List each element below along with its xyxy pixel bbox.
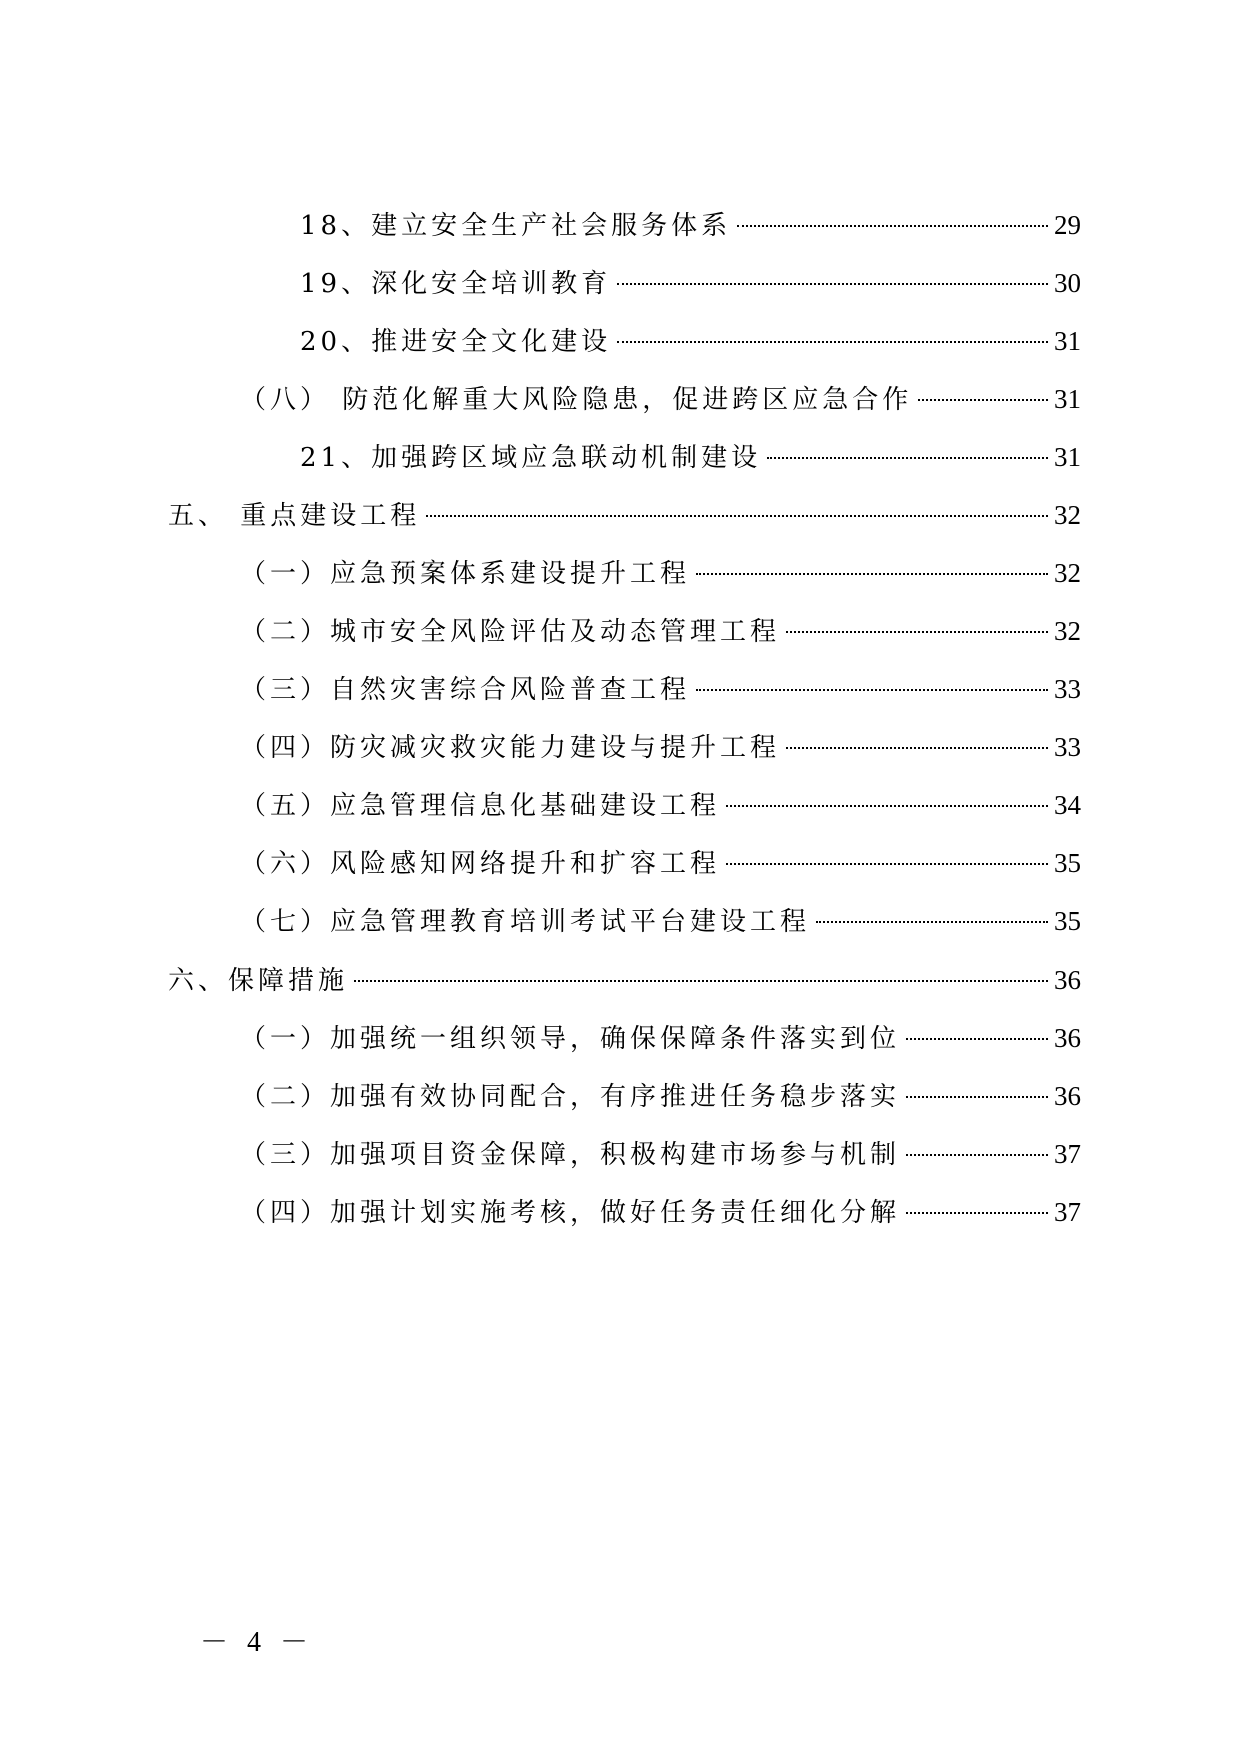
toc-entry[interactable]	[300, 263, 1081, 303]
dot-leader	[906, 1096, 1048, 1098]
toc-entry-label: 18、建立安全生产社会服务体系	[300, 211, 732, 241]
toc-entry[interactable]	[240, 785, 1081, 825]
toc-entry[interactable]	[168, 960, 1081, 1000]
dot-leader	[816, 921, 1048, 923]
dot-leader	[737, 225, 1048, 227]
toc-entry-label: 21、加强跨区域应急联动机制建设	[300, 443, 762, 473]
toc-entry-page: 32	[1054, 500, 1081, 530]
toc-entry-label: （二）城市安全风险评估及动态管理工程	[240, 617, 781, 647]
toc-entry-page: 35	[1054, 848, 1081, 878]
toc-entry-page: 36	[1054, 1023, 1081, 1053]
dot-leader	[906, 1038, 1048, 1040]
dot-leader	[786, 747, 1048, 749]
dot-leader	[696, 689, 1048, 691]
dot-leader	[906, 1212, 1048, 1214]
toc-entry-label: （三）加强项目资金保障，积极构建市场参与机制	[240, 1140, 901, 1170]
dot-leader	[906, 1154, 1048, 1156]
toc-entry-page: 31	[1054, 384, 1081, 414]
dot-leader	[617, 341, 1048, 343]
toc-entry[interactable]	[240, 611, 1081, 651]
toc-entry[interactable]	[240, 379, 1081, 419]
toc-entry[interactable]	[168, 495, 1081, 535]
toc-entry[interactable]	[240, 727, 1081, 767]
toc-entry[interactable]	[240, 1192, 1081, 1232]
toc-entry[interactable]	[240, 1134, 1081, 1174]
toc-entry-page: 34	[1054, 790, 1081, 820]
toc-entry-label: （八） 防范化解重大风险隐患，促进跨区应急合作	[240, 385, 913, 415]
dot-leader	[786, 631, 1048, 633]
toc-entry-label: （二）加强有效协同配合，有序推进任务稳步落实	[240, 1082, 901, 1112]
toc-entry-page: 31	[1054, 326, 1081, 356]
page-number: － 4 －	[200, 1627, 315, 1658]
toc-entry[interactable]	[300, 437, 1081, 477]
toc-entry-page: 37	[1054, 1139, 1081, 1169]
toc-entry-page: 37	[1054, 1197, 1081, 1227]
toc-entry-label: 六、保障措施	[168, 966, 349, 996]
toc-entry-label: 五、 重点建设工程	[168, 501, 421, 531]
toc-entry-page: 35	[1054, 906, 1081, 936]
toc-entry-label: （五）应急管理信息化基础建设工程	[240, 791, 721, 821]
dot-leader	[918, 399, 1048, 401]
dot-leader	[354, 980, 1048, 982]
dot-leader	[426, 515, 1048, 517]
toc-entry[interactable]	[240, 669, 1081, 709]
toc-entry-label: 19、深化安全培训教育	[300, 269, 612, 299]
toc-entry-label: （七）应急管理教育培训考试平台建设工程	[240, 907, 811, 937]
dot-leader	[617, 283, 1048, 285]
toc-entry[interactable]	[240, 843, 1081, 883]
toc-entry-page: 31	[1054, 442, 1081, 472]
toc-entry-page: 30	[1054, 268, 1081, 298]
dot-leader	[726, 805, 1048, 807]
dot-leader	[726, 863, 1048, 865]
toc-entry-label: （六）风险感知网络提升和扩容工程	[240, 849, 721, 879]
toc-entry-page: 29	[1054, 210, 1081, 240]
toc-entry-page: 36	[1054, 1081, 1081, 1111]
toc-entry[interactable]	[240, 1076, 1081, 1116]
toc-entry-page: 33	[1054, 732, 1081, 762]
toc-entry-label: （三）自然灾害综合风险普查工程	[240, 675, 691, 705]
toc-entry[interactable]	[300, 321, 1081, 361]
dot-leader	[696, 573, 1048, 575]
dot-leader	[767, 457, 1048, 459]
toc-entry-page: 33	[1054, 674, 1081, 704]
toc-entry-label: 20、推进安全文化建设	[300, 327, 612, 357]
toc-entry-page: 32	[1054, 558, 1081, 588]
toc-entry[interactable]	[300, 205, 1081, 245]
toc-entry[interactable]	[240, 1018, 1081, 1058]
toc-entry-label: （一）加强统一组织领导，确保保障条件落实到位	[240, 1024, 901, 1054]
toc-entry[interactable]	[240, 901, 1081, 941]
toc-entry[interactable]	[240, 553, 1081, 593]
toc-entry-label: （四）加强计划实施考核，做好任务责任细化分解	[240, 1198, 901, 1228]
toc-entry-page: 32	[1054, 616, 1081, 646]
toc-entry-label: （四）防灾减灾救灾能力建设与提升工程	[240, 733, 781, 763]
toc-entry-label: （一）应急预案体系建设提升工程	[240, 559, 691, 589]
toc-entry-page: 36	[1054, 965, 1081, 995]
